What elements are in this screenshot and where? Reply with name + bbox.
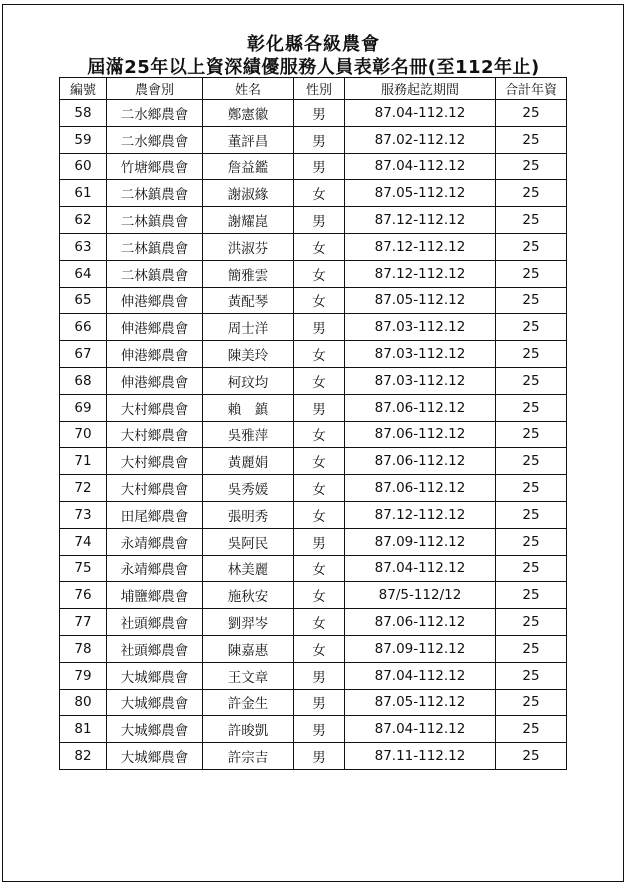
cell-total-years: 25 xyxy=(496,314,567,341)
cell-association: 二水鄉農會 xyxy=(107,100,203,127)
cell-gender: 女 xyxy=(294,180,345,207)
cell-name: 謝耀崑 xyxy=(203,207,294,234)
cell-gender: 女 xyxy=(294,367,345,394)
cell-name: 許晙凱 xyxy=(203,716,294,743)
table-row xyxy=(60,180,567,207)
cell-association: 大城鄉農會 xyxy=(107,716,203,743)
cell-association: 二林鎮農會 xyxy=(107,233,203,260)
cell-service-period: 87.05-112.12 xyxy=(345,180,496,207)
cell-association: 伸港鄉農會 xyxy=(107,341,203,368)
table-row xyxy=(60,421,567,448)
cell-association: 埔鹽鄉農會 xyxy=(107,582,203,609)
table-row xyxy=(60,475,567,502)
cell-total-years: 25 xyxy=(496,716,567,743)
cell-total-years: 25 xyxy=(496,207,567,234)
cell-name: 黃配琴 xyxy=(203,287,294,314)
table-row xyxy=(60,367,567,394)
cell-name: 賴 鎮 xyxy=(203,394,294,421)
cell-number: 82 xyxy=(60,743,107,770)
cell-name: 吳雅萍 xyxy=(203,421,294,448)
cell-total-years: 25 xyxy=(496,126,567,153)
cell-gender: 男 xyxy=(294,207,345,234)
cell-gender: 男 xyxy=(294,100,345,127)
table-row xyxy=(60,314,567,341)
cell-number: 71 xyxy=(60,448,107,475)
cell-total-years: 25 xyxy=(496,260,567,287)
cell-service-period: 87.04-112.12 xyxy=(345,716,496,743)
cell-gender: 女 xyxy=(294,635,345,662)
cell-number: 59 xyxy=(60,126,107,153)
cell-association: 社頭鄉農會 xyxy=(107,635,203,662)
cell-service-period: 87.11-112.12 xyxy=(345,743,496,770)
table-header-row xyxy=(60,78,567,100)
cell-total-years: 25 xyxy=(496,448,567,475)
cell-service-period: 87.06-112.12 xyxy=(345,394,496,421)
cell-name: 簡雅雲 xyxy=(203,260,294,287)
cell-name: 劉羿岑 xyxy=(203,609,294,636)
cell-total-years: 25 xyxy=(496,341,567,368)
cell-name: 謝淑緣 xyxy=(203,180,294,207)
cell-number: 77 xyxy=(60,609,107,636)
cell-total-years: 25 xyxy=(496,743,567,770)
cell-name: 洪淑芬 xyxy=(203,233,294,260)
cell-total-years: 25 xyxy=(496,153,567,180)
cell-service-period: 87.06-112.12 xyxy=(345,609,496,636)
cell-name: 黃麗娟 xyxy=(203,448,294,475)
cell-total-years: 25 xyxy=(496,233,567,260)
table-row xyxy=(60,260,567,287)
cell-service-period: 87.05-112.12 xyxy=(345,287,496,314)
cell-number: 64 xyxy=(60,260,107,287)
cell-total-years: 25 xyxy=(496,609,567,636)
cell-association: 大村鄉農會 xyxy=(107,475,203,502)
cell-total-years: 25 xyxy=(496,501,567,528)
cell-number: 58 xyxy=(60,100,107,127)
table-row xyxy=(60,716,567,743)
cell-service-period: 87.03-112.12 xyxy=(345,341,496,368)
cell-name: 王文章 xyxy=(203,662,294,689)
cell-service-period: 87.12-112.12 xyxy=(345,233,496,260)
header-service-period: 服務起訖期間 xyxy=(345,78,496,100)
cell-number: 81 xyxy=(60,716,107,743)
cell-number: 79 xyxy=(60,662,107,689)
cell-gender: 女 xyxy=(294,233,345,260)
cell-number: 72 xyxy=(60,475,107,502)
table-row xyxy=(60,582,567,609)
cell-name: 周士洋 xyxy=(203,314,294,341)
cell-association: 大村鄉農會 xyxy=(107,394,203,421)
cell-total-years: 25 xyxy=(496,394,567,421)
cell-gender: 女 xyxy=(294,341,345,368)
cell-association: 二林鎮農會 xyxy=(107,207,203,234)
cell-gender: 男 xyxy=(294,689,345,716)
header-number: 編號 xyxy=(60,78,107,100)
cell-service-period: 87.12-112.12 xyxy=(345,207,496,234)
cell-name: 吳秀媛 xyxy=(203,475,294,502)
cell-gender: 女 xyxy=(294,609,345,636)
cell-number: 76 xyxy=(60,582,107,609)
cell-association: 田尾鄉農會 xyxy=(107,501,203,528)
cell-gender: 男 xyxy=(294,528,345,555)
cell-total-years: 25 xyxy=(496,662,567,689)
table-row xyxy=(60,233,567,260)
cell-service-period: 87.09-112.12 xyxy=(345,528,496,555)
cell-number: 70 xyxy=(60,421,107,448)
header-gender: 性別 xyxy=(294,78,345,100)
cell-name: 陳美玲 xyxy=(203,341,294,368)
table-row xyxy=(60,501,567,528)
cell-name: 許宗吉 xyxy=(203,743,294,770)
table-row xyxy=(60,609,567,636)
cell-service-period: 87.12-112.12 xyxy=(345,260,496,287)
cell-association: 大村鄉農會 xyxy=(107,421,203,448)
header-name: 姓名 xyxy=(203,78,294,100)
cell-association: 社頭鄉農會 xyxy=(107,609,203,636)
table-row xyxy=(60,662,567,689)
cell-number: 80 xyxy=(60,689,107,716)
table-body xyxy=(60,100,567,770)
cell-total-years: 25 xyxy=(496,582,567,609)
cell-name: 林美麗 xyxy=(203,555,294,582)
cell-association: 伸港鄉農會 xyxy=(107,287,203,314)
cell-name: 鄭憲徽 xyxy=(203,100,294,127)
document-subtitle: 屆滿25年以上資深績優服務人員表彰名冊(至112年止) xyxy=(87,57,540,78)
cell-association: 伸港鄉農會 xyxy=(107,314,203,341)
cell-service-period: 87.06-112.12 xyxy=(345,448,496,475)
cell-association: 永靖鄉農會 xyxy=(107,528,203,555)
cell-number: 62 xyxy=(60,207,107,234)
cell-gender: 男 xyxy=(294,716,345,743)
cell-service-period: 87.04-112.12 xyxy=(345,662,496,689)
cell-gender: 女 xyxy=(294,260,345,287)
cell-association: 竹塘鄉農會 xyxy=(107,153,203,180)
cell-total-years: 25 xyxy=(496,555,567,582)
cell-service-period: 87.06-112.12 xyxy=(345,421,496,448)
cell-gender: 女 xyxy=(294,421,345,448)
cell-gender: 女 xyxy=(294,582,345,609)
table-row xyxy=(60,100,567,127)
cell-service-period: 87/5-112/12 xyxy=(345,582,496,609)
cell-service-period: 87.06-112.12 xyxy=(345,475,496,502)
cell-service-period: 87.12-112.12 xyxy=(345,501,496,528)
cell-gender: 男 xyxy=(294,153,345,180)
cell-name: 施秋安 xyxy=(203,582,294,609)
cell-service-period: 87.09-112.12 xyxy=(345,635,496,662)
table-row xyxy=(60,126,567,153)
cell-association: 大城鄉農會 xyxy=(107,743,203,770)
cell-name: 許金生 xyxy=(203,689,294,716)
cell-number: 74 xyxy=(60,528,107,555)
cell-gender: 女 xyxy=(294,555,345,582)
cell-gender: 男 xyxy=(294,126,345,153)
cell-number: 73 xyxy=(60,501,107,528)
table-row xyxy=(60,555,567,582)
cell-gender: 女 xyxy=(294,287,345,314)
cell-service-period: 87.04-112.12 xyxy=(345,153,496,180)
cell-name: 吳阿民 xyxy=(203,528,294,555)
table-row xyxy=(60,689,567,716)
cell-number: 63 xyxy=(60,233,107,260)
cell-association: 伸港鄉農會 xyxy=(107,367,203,394)
cell-total-years: 25 xyxy=(496,421,567,448)
cell-number: 75 xyxy=(60,555,107,582)
cell-total-years: 25 xyxy=(496,635,567,662)
cell-association: 二水鄉農會 xyxy=(107,126,203,153)
cell-total-years: 25 xyxy=(496,180,567,207)
cell-gender: 男 xyxy=(294,394,345,421)
cell-total-years: 25 xyxy=(496,100,567,127)
cell-gender: 男 xyxy=(294,662,345,689)
cell-gender: 女 xyxy=(294,448,345,475)
cell-name: 詹益鑑 xyxy=(203,153,294,180)
cell-number: 69 xyxy=(60,394,107,421)
cell-number: 60 xyxy=(60,153,107,180)
table-row xyxy=(60,341,567,368)
table-row xyxy=(60,743,567,770)
cell-number: 65 xyxy=(60,287,107,314)
cell-gender: 男 xyxy=(294,314,345,341)
cell-service-period: 87.04-112.12 xyxy=(345,555,496,582)
document-title: 彰化縣各級農會 xyxy=(247,34,380,55)
cell-service-period: 87.05-112.12 xyxy=(345,689,496,716)
cell-number: 68 xyxy=(60,367,107,394)
cell-service-period: 87.04-112.12 xyxy=(345,100,496,127)
cell-total-years: 25 xyxy=(496,287,567,314)
table-row xyxy=(60,394,567,421)
table-row xyxy=(60,287,567,314)
cell-gender: 女 xyxy=(294,501,345,528)
cell-number: 78 xyxy=(60,635,107,662)
cell-service-period: 87.03-112.12 xyxy=(345,367,496,394)
table-row xyxy=(60,207,567,234)
cell-total-years: 25 xyxy=(496,367,567,394)
table-row xyxy=(60,448,567,475)
cell-gender: 男 xyxy=(294,743,345,770)
cell-name: 柯玟均 xyxy=(203,367,294,394)
cell-name: 董評昌 xyxy=(203,126,294,153)
honoree-table xyxy=(59,77,567,770)
cell-association: 二林鎮農會 xyxy=(107,260,203,287)
cell-service-period: 87.03-112.12 xyxy=(345,314,496,341)
cell-total-years: 25 xyxy=(496,475,567,502)
header-association: 農會別 xyxy=(107,78,203,100)
cell-name: 陳嘉惠 xyxy=(203,635,294,662)
table-row xyxy=(60,528,567,555)
cell-association: 永靖鄉農會 xyxy=(107,555,203,582)
cell-service-period: 87.02-112.12 xyxy=(345,126,496,153)
header-total-years: 合計年資 xyxy=(496,78,567,100)
cell-association: 大村鄉農會 xyxy=(107,448,203,475)
cell-number: 67 xyxy=(60,341,107,368)
cell-total-years: 25 xyxy=(496,528,567,555)
cell-name: 張明秀 xyxy=(203,501,294,528)
table-row xyxy=(60,635,567,662)
cell-number: 66 xyxy=(60,314,107,341)
cell-association: 大城鄉農會 xyxy=(107,689,203,716)
cell-gender: 女 xyxy=(294,475,345,502)
cell-association: 二林鎮農會 xyxy=(107,180,203,207)
table-row xyxy=(60,153,567,180)
cell-association: 大城鄉農會 xyxy=(107,662,203,689)
cell-number: 61 xyxy=(60,180,107,207)
cell-total-years: 25 xyxy=(496,689,567,716)
